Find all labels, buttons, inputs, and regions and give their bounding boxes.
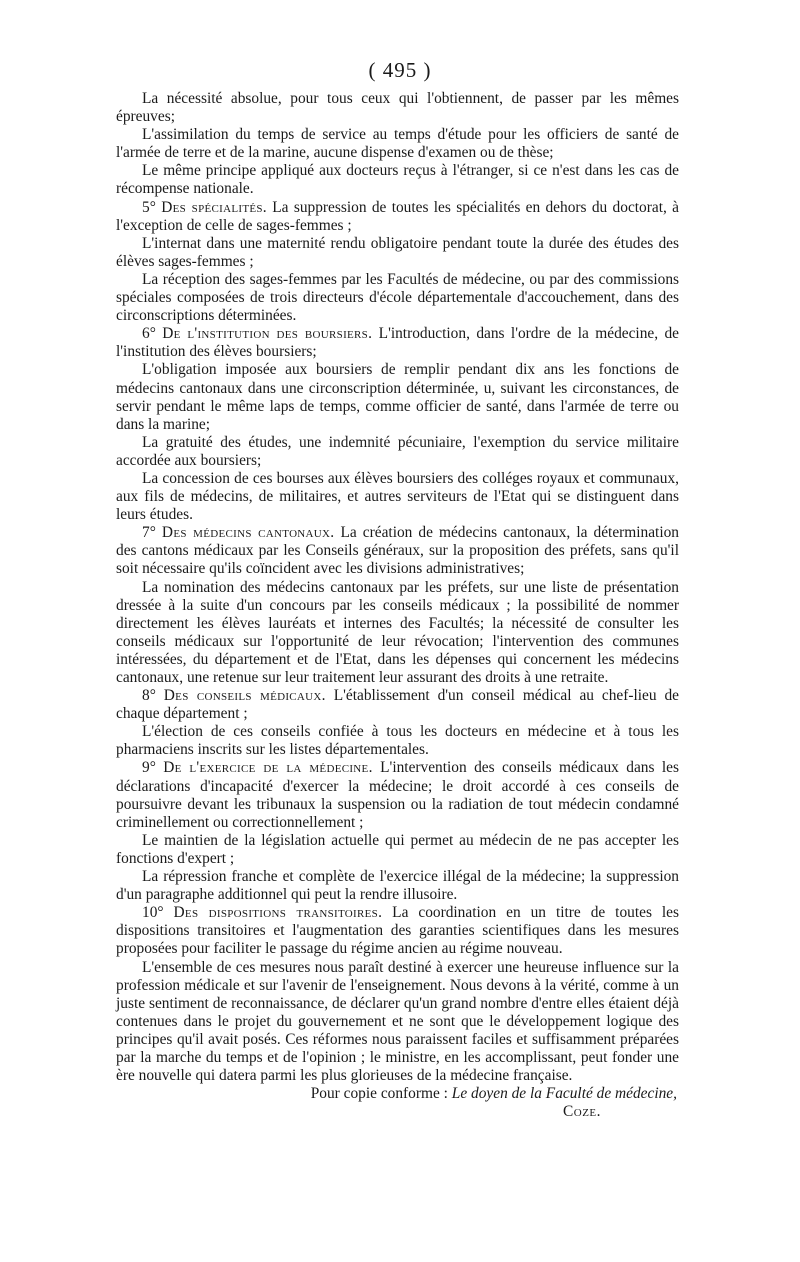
paragraph (116, 579, 679, 688)
paragraph-text: La suppression de toutes les spécialités en dehors du doctorat, à l'exception de celle de sages-femmes ; (116, 198, 679, 234)
paragraph (116, 199, 679, 235)
section-number: 5° (142, 198, 162, 216)
body-text (116, 90, 679, 1121)
paragraph-text: L'ensemble de ces mesures nous paraît destiné à exercer une heureuse influence sur la profession médicale et sur l'avenir de l'enseignement. Nous devons à la vérité, comme à un juste sentiment de reconnaissance, de déclarer qu'un grand nombre d'entre elles étaient déjà contenues dans le projet du gouvernement et ne sont que le développement logique des principes qu'il avait posés. Ces réformes nous paraissent faciles et suffisamment préparées par la marche du temps et de l'opinion ; le ministre, en les accomplissant, peut fonder une ère nouvelle qui datera parmi les plus glorieuses de la médecine française. (116, 958, 679, 1085)
paragraph-text: Le maintien de la législation actuelle qui permet au médecin de ne pas accepter les fonctions d'expert ; (116, 831, 679, 867)
section-number: 10° (142, 904, 174, 922)
paragraph-text: L'internat dans une maternité rendu obligatoire pendant toute la durée des études des élèves sages-femmes ; (116, 234, 679, 270)
paragraph-text: La coordination en un titre de toutes les dispositions transitoires et l'augmentation des garanties scientifiques dans les mesures proposées pour faciliter le passage du régime ancien au régime nouveau. (116, 904, 679, 958)
section-number: 6° (142, 325, 163, 343)
paragraph-text: La nécessité absolue, pour tous ceux qui l'obtiennent, de passer par les mêmes épreuves; (116, 90, 679, 126)
paragraph-text: La nomination des médecins cantonaux par les préfets, sur une liste de présentation dressée à la suite d'un concours par les conseils médicaux ; la possibilité de nommer directement les élèves lauréats et internes des Facultés; la nécessité de consulter les conseils médicaux sur l'opportunité de leur révocation; l'intervention des communes intéressées, du département et de l'Etat, dans les dépenses qui concernent les médecins cantonaux, une retenue sur leur traitement leur assurant des droits à une retraite. (116, 578, 679, 686)
paragraph-text: La répression franche et complète de l'exercice illégal de la médecine; la suppression d'un paragraphe additionnel qui peut la rendre illusoire. (116, 868, 679, 904)
paragraph-text: L'obligation imposée aux boursiers de remplir pendant dix ans les fonctions de médecins cantonaux dans une circonscription déterminée, u, suivant les circonstances, de servir pendant le même laps de temps, comme officier de santé, dans l'armée de terre ou dans la marine; (116, 361, 679, 433)
section-heading: Des conseils médicaux. (163, 687, 326, 705)
section-heading: Des spécialités. (161, 198, 267, 216)
page-number: ( 495 ) (368, 58, 432, 82)
section-heading: De l'exercice de la médecine. (163, 759, 373, 777)
section-heading: Des médecins cantonaux. (161, 524, 335, 542)
paragraph (116, 832, 679, 868)
paragraph (116, 687, 679, 723)
paragraph-text: La concession de ces bourses aux élèves boursiers des colléges royaux et communaux, aux fils de médecins, de militaires, et autres serviteurs de l'Etat qui se distinguent dans leurs études. (116, 469, 679, 524)
paragraph (116, 470, 679, 524)
paragraph (116, 325, 679, 361)
paragraph-text: L'établissement d'un conseil médical au chef-lieu de chaque département ; (116, 687, 679, 723)
section-heading: Des dispositions transitoires. (173, 904, 383, 922)
paragraph-text: L'élection de ces conseils confiée à tous les docteurs en médecine et à tous les pharmaciens inscrits sur les listes départementales. (116, 723, 679, 759)
paragraph (116, 524, 679, 578)
paragraph (116, 126, 679, 162)
paragraph (116, 271, 679, 325)
signature-line (116, 1085, 679, 1103)
paragraph (116, 90, 679, 126)
paragraph (116, 759, 679, 831)
paragraph (116, 361, 679, 433)
paragraph-text: L'assimilation du temps de service au temps d'étude pour les officiers de santé de l'armée de terre et de la marine, aucune dispense d'examen ou de thèse; (116, 126, 679, 162)
signature-block (116, 1085, 679, 1121)
paragraph-text: L'intervention des conseils médicaux dans les déclarations d'incapacité d'exercer la médecine; le droit accordé à ces conseils de poursuivre devant les tribunaux la suspension ou la radiation de tout médecin condamné criminellement ou correctionnellement ; (116, 759, 679, 831)
signature-title: Le doyen de la Faculté de médecine, (451, 1085, 677, 1103)
paragraph (116, 868, 679, 904)
signature-name: Coze. (563, 1103, 601, 1121)
paragraph (116, 904, 679, 958)
paragraph (116, 162, 679, 198)
paragraph (116, 959, 679, 1086)
paragraph-text: La réception des sages-femmes par les Facultés de médecine, ou par des commissions spéciales composées de trois directeurs d'école départementale d'accouchement, dans des circonscriptions déterminées. (116, 270, 679, 325)
signature-prefix: Pour copie conforme : (310, 1085, 452, 1103)
section-number: 9° (142, 759, 164, 777)
paragraph-text: L'introduction, dans l'ordre de la médecine, de l'institution des élèves boursiers; (116, 325, 680, 361)
paragraph (116, 235, 679, 271)
section-number: 7° (142, 524, 162, 542)
section-heading: De l'institution des boursiers. (162, 325, 373, 343)
paragraph-text: La création de médecins cantonaux, la détermination des cantons médicaux par les Conseils généraux, sur la proposition des préfets, sans qu'il soit nécessaire qu'ils coïncident avec les divisions administratives; (116, 524, 679, 578)
paragraph (116, 723, 679, 759)
paragraph-text: La gratuité des études, une indemnité pécuniaire, l'exemption du service militaire accordée aux boursiers; (116, 433, 679, 469)
paragraph (116, 434, 679, 470)
paragraph-text: Le même principe appliqué aux docteurs reçus à l'étranger, si ce n'est dans les cas de récompense nationale. (116, 162, 679, 198)
section-number: 8° (142, 687, 164, 705)
